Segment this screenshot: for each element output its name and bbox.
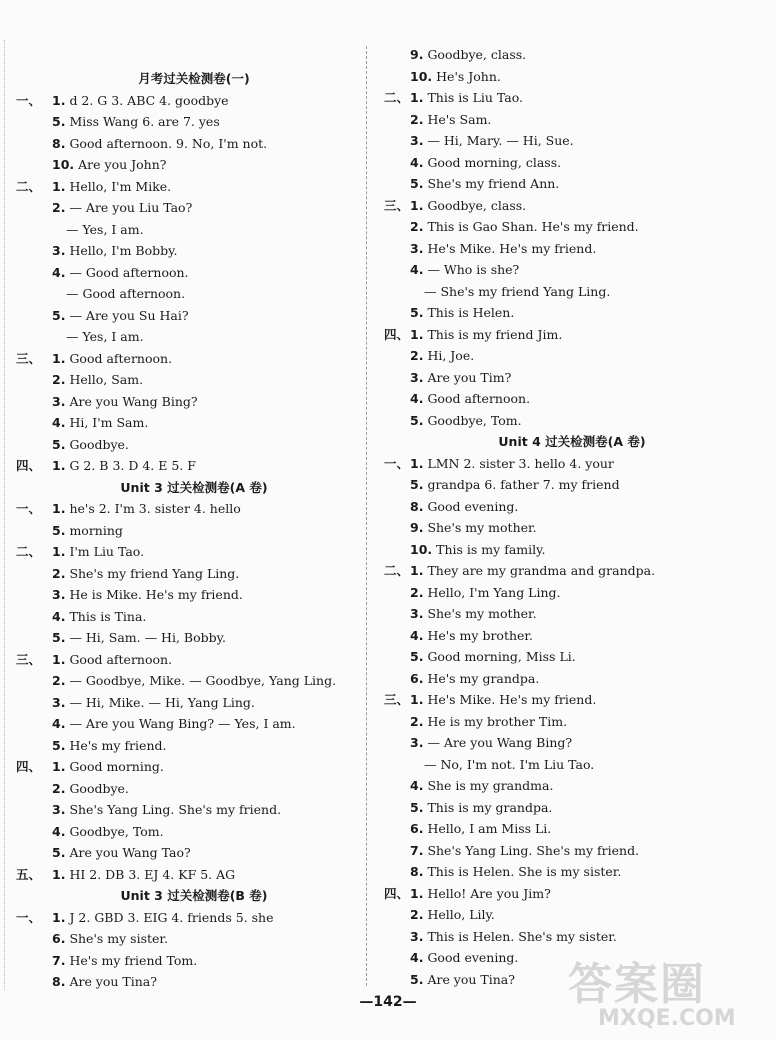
question-number: 3. bbox=[52, 587, 66, 602]
answer-line bbox=[368, 173, 776, 194]
answer-text: This is Tina. bbox=[69, 608, 147, 624]
answer-line bbox=[0, 778, 368, 799]
question-number: 9. bbox=[410, 520, 424, 535]
answer-text: This is my friend Jim. bbox=[427, 326, 563, 342]
answer-text: Hi, Joe. bbox=[427, 348, 475, 363]
part-marker: 四、 bbox=[384, 885, 410, 901]
question-number: 5. bbox=[410, 412, 424, 428]
answer-line bbox=[0, 305, 368, 326]
answer-line bbox=[368, 66, 776, 87]
question-number: 9. bbox=[410, 47, 424, 62]
question-number: 3. bbox=[410, 240, 424, 256]
section-title bbox=[0, 477, 368, 498]
question-number: 5. bbox=[52, 845, 66, 860]
question-number: 2. bbox=[410, 111, 424, 127]
answer-text: This is Liu Tao. bbox=[427, 90, 524, 105]
answer-line bbox=[0, 498, 368, 519]
question-number: 3. bbox=[410, 133, 424, 148]
answer-line bbox=[368, 668, 776, 689]
answer-text: Good afternoon. 9. No, I'm not. bbox=[69, 135, 268, 151]
answer-line bbox=[0, 154, 368, 175]
question-number: 8. bbox=[52, 135, 66, 151]
question-number: 2. bbox=[410, 348, 424, 363]
question-number: 1. bbox=[410, 90, 424, 105]
question-number: 5. bbox=[52, 436, 66, 452]
answer-text: — Hi, Sam. — Hi, Bobby. bbox=[69, 630, 226, 645]
answer-text: This is Helen. She is my sister. bbox=[427, 864, 622, 879]
section-title-text: Unit 4 过关检测卷(A 卷) bbox=[498, 434, 646, 449]
answer-text: Good afternoon. bbox=[69, 651, 173, 667]
answer-text: This is my family. bbox=[436, 541, 546, 557]
question-number: 3. bbox=[52, 243, 66, 258]
answer-line bbox=[0, 391, 368, 412]
answer-line bbox=[0, 950, 368, 971]
answer-line bbox=[368, 775, 776, 796]
answer-text: This is my grandpa. bbox=[427, 799, 553, 815]
answer-text: Miss Wang 6. are 7. yes bbox=[69, 114, 220, 129]
answer-line bbox=[0, 90, 368, 111]
part-marker: 一、 bbox=[384, 455, 410, 471]
question-number: 5. bbox=[410, 477, 424, 492]
answer-line bbox=[0, 606, 368, 627]
question-number: 1. bbox=[410, 326, 424, 342]
question-number: 5. bbox=[410, 971, 424, 987]
answer-line bbox=[368, 87, 776, 108]
question-number: 7. bbox=[52, 952, 66, 968]
answer-text: Goodbye, Tom. bbox=[69, 823, 164, 839]
question-number: 3. bbox=[52, 694, 66, 710]
question-number: 1. bbox=[52, 178, 66, 194]
part-marker: 一、 bbox=[16, 92, 42, 108]
part-marker: 四、 bbox=[16, 458, 42, 473]
answer-line bbox=[0, 627, 368, 648]
answer-text: Hello, I'm Mike. bbox=[69, 178, 172, 194]
answer-line bbox=[368, 44, 776, 65]
answer-text: — Good afternoon. bbox=[66, 286, 186, 301]
answer-line bbox=[368, 539, 776, 560]
answer-line bbox=[0, 455, 368, 476]
question-number: 7. bbox=[410, 842, 424, 858]
question-number: 6. bbox=[410, 821, 424, 836]
answer-line bbox=[0, 928, 368, 949]
question-number: 5. bbox=[52, 307, 66, 323]
answer-text: — Yes, I am. bbox=[66, 329, 144, 344]
question-number: 1. bbox=[52, 909, 66, 925]
answer-line bbox=[368, 324, 776, 345]
answer-text: She's my mother. bbox=[427, 520, 537, 535]
question-number: 2. bbox=[410, 219, 424, 234]
answer-line bbox=[0, 369, 368, 390]
answer-text: Are you Wang Tao? bbox=[69, 845, 191, 860]
answer-text: She's my friend Yang Ling. bbox=[69, 565, 240, 581]
answer-line bbox=[368, 517, 776, 538]
answer-line bbox=[0, 176, 368, 197]
part-marker: 五、 bbox=[16, 866, 42, 882]
question-number: 3. bbox=[52, 393, 66, 409]
answer-text: grandpa 6. father 7. my friend bbox=[427, 477, 620, 492]
question-number: 4. bbox=[410, 950, 424, 965]
answer-line bbox=[0, 713, 368, 734]
answer-text: He's my friend Tom. bbox=[69, 952, 198, 968]
answer-line bbox=[368, 582, 776, 603]
answer-line bbox=[368, 603, 776, 624]
part-marker: 三、 bbox=[384, 197, 410, 213]
column-divider bbox=[366, 46, 367, 986]
part-marker: 二、 bbox=[16, 544, 42, 559]
answer-line bbox=[368, 797, 776, 818]
answer-text: She's my mother. bbox=[427, 606, 537, 621]
question-number: 2. bbox=[52, 200, 66, 215]
answer-text: — No, I'm not. I'm Liu Tao. bbox=[424, 756, 595, 772]
answer-line bbox=[368, 453, 776, 474]
question-number: 10. bbox=[410, 68, 433, 84]
answer-text: She's my sister. bbox=[69, 931, 168, 946]
question-number: 1. bbox=[410, 197, 424, 213]
question-number: 5. bbox=[410, 649, 424, 664]
question-number: 10. bbox=[410, 541, 433, 557]
question-number: 2. bbox=[52, 372, 66, 387]
answer-text: I'm Liu Tao. bbox=[69, 544, 145, 559]
answer-line bbox=[368, 711, 776, 732]
answer-text: Hello, Lily. bbox=[427, 907, 495, 922]
section-title-text: Unit 3 过关检测卷(B 卷) bbox=[120, 888, 268, 903]
answer-text: HI 2. DB 3. EJ 4. KF 5. AG bbox=[69, 866, 236, 882]
question-number: 4. bbox=[52, 415, 66, 430]
answer-text: Hello, I'm Yang Ling. bbox=[427, 584, 561, 600]
question-number: 2. bbox=[410, 584, 424, 600]
answer-text: — Who is she? bbox=[427, 262, 520, 277]
answer-text: This is Gao Shan. He's my friend. bbox=[427, 219, 639, 234]
question-number: 2. bbox=[410, 713, 424, 729]
answer-text: He's my brother. bbox=[427, 627, 533, 643]
question-number: 1. bbox=[52, 866, 66, 882]
page-number: —142— bbox=[359, 994, 417, 1010]
question-number: 3. bbox=[52, 802, 66, 817]
section-title bbox=[0, 885, 368, 906]
answer-text: They are my grandma and grandpa. bbox=[427, 563, 656, 578]
answer-line bbox=[368, 754, 776, 775]
question-number: 5. bbox=[410, 176, 424, 191]
answer-text: Good afternoon. bbox=[69, 350, 173, 366]
answer-line bbox=[368, 195, 776, 216]
answer-text: Good evening. bbox=[427, 950, 519, 965]
answer-text: Hello, I'm Bobby. bbox=[69, 243, 178, 258]
watermark-site: MXQE.COM bbox=[598, 1006, 736, 1031]
answer-line bbox=[0, 434, 368, 455]
question-number: 5. bbox=[52, 630, 66, 645]
question-number: 5. bbox=[52, 522, 66, 538]
part-marker: 三、 bbox=[16, 350, 42, 366]
answer-text: Are you Tina? bbox=[427, 971, 515, 987]
answer-line bbox=[368, 474, 776, 495]
question-number: 3. bbox=[410, 928, 424, 944]
question-number: 4. bbox=[52, 608, 66, 624]
question-number: 1. bbox=[52, 92, 66, 108]
answer-text: — Are you Wang Bing? bbox=[427, 735, 573, 750]
answer-text: Good evening. bbox=[427, 498, 519, 514]
section-title bbox=[0, 68, 368, 89]
question-number: 2. bbox=[52, 565, 66, 581]
part-marker: 二、 bbox=[16, 178, 42, 194]
answer-text: He is Mike. He's my friend. bbox=[69, 587, 243, 602]
answer-line bbox=[0, 584, 368, 605]
answer-text: She's my friend Ann. bbox=[427, 176, 560, 191]
question-number: 1. bbox=[52, 651, 66, 667]
answer-text: Good morning, class. bbox=[427, 154, 562, 170]
answer-text: Good afternoon. bbox=[427, 391, 531, 406]
question-number: 1. bbox=[410, 455, 424, 471]
question-number: 1. bbox=[410, 885, 424, 901]
answer-line bbox=[368, 883, 776, 904]
question-number: 3. bbox=[410, 735, 424, 750]
answer-line bbox=[368, 904, 776, 925]
question-number: 8. bbox=[52, 974, 66, 989]
answer-text: Goodbye. bbox=[69, 780, 129, 796]
answer-text: This is Helen. She's my sister. bbox=[427, 928, 617, 944]
answer-line bbox=[0, 219, 368, 240]
answer-text: Hello, I am Miss Li. bbox=[427, 821, 552, 836]
answer-text: — She's my friend Yang Ling. bbox=[424, 283, 611, 299]
answer-text: J 2. GBD 3. EIG 4. friends 5. she bbox=[69, 909, 274, 925]
answer-text: — Hi, Mike. — Hi, Yang Ling. bbox=[69, 694, 255, 710]
part-marker: 一、 bbox=[16, 501, 42, 516]
question-number: 1. bbox=[410, 563, 424, 578]
answer-line bbox=[368, 560, 776, 581]
answer-line bbox=[0, 971, 368, 992]
answer-line bbox=[368, 345, 776, 366]
answer-line bbox=[0, 412, 368, 433]
part-marker: 四、 bbox=[16, 759, 42, 774]
answer-text: Good morning. bbox=[69, 759, 164, 774]
part-marker: 二、 bbox=[384, 90, 410, 105]
answer-line bbox=[368, 625, 776, 646]
question-number: 5. bbox=[52, 737, 66, 753]
answer-text: LMN 2. sister 3. hello 4. your bbox=[427, 455, 614, 471]
answer-text: — Good afternoon. bbox=[69, 264, 189, 280]
answer-text: Hi, I'm Sam. bbox=[69, 415, 149, 430]
answer-text: Goodbye. bbox=[69, 436, 129, 452]
answer-text: — Are you Wang Bing? — Yes, I am. bbox=[69, 716, 296, 731]
answer-text: — Are you Su Hai? bbox=[69, 307, 189, 323]
answer-text: Hello! Are you Jim? bbox=[427, 885, 551, 901]
answer-line bbox=[368, 302, 776, 323]
question-number: 4. bbox=[410, 154, 424, 170]
question-number: 5. bbox=[410, 799, 424, 815]
section-title-text: Unit 3 过关检测卷(A 卷) bbox=[120, 479, 268, 495]
answer-text: Are you Wang Bing? bbox=[69, 393, 198, 409]
question-number: 4. bbox=[410, 778, 424, 793]
question-number: 1. bbox=[410, 692, 424, 707]
part-marker: 三、 bbox=[384, 692, 410, 707]
answer-line bbox=[368, 238, 776, 259]
answer-line bbox=[368, 926, 776, 947]
answer-text: This is Helen. bbox=[427, 305, 515, 320]
question-number: 1. bbox=[52, 458, 66, 473]
question-number: 1. bbox=[52, 544, 66, 559]
answer-line bbox=[368, 130, 776, 151]
answer-line bbox=[0, 670, 368, 691]
answer-text: morning bbox=[69, 522, 123, 538]
answer-text: He's my friend. bbox=[69, 737, 167, 753]
answer-line bbox=[0, 756, 368, 777]
question-number: 4. bbox=[52, 264, 66, 280]
answer-line bbox=[368, 109, 776, 130]
answer-line bbox=[0, 111, 368, 132]
question-number: 4. bbox=[52, 823, 66, 839]
answer-line bbox=[368, 259, 776, 280]
question-number: 4. bbox=[410, 262, 424, 277]
section-title bbox=[368, 431, 776, 452]
answer-line bbox=[0, 240, 368, 261]
answer-line bbox=[368, 646, 776, 667]
answer-line bbox=[0, 821, 368, 842]
answer-text: She's Yang Ling. She's my friend. bbox=[427, 842, 640, 858]
answer-line bbox=[0, 133, 368, 154]
question-number: 4. bbox=[410, 627, 424, 643]
answer-text: — Hi, Mary. — Hi, Sue. bbox=[427, 133, 574, 148]
answer-text: G 2. B 3. D 4. E 5. F bbox=[69, 458, 196, 473]
answer-text: He is my brother Tim. bbox=[427, 713, 568, 729]
answer-line bbox=[0, 520, 368, 541]
answer-text: he's 2. I'm 3. sister 4. hello bbox=[69, 501, 241, 516]
question-number: 5. bbox=[410, 305, 424, 320]
answer-text: He's Mike. He's my friend. bbox=[427, 692, 597, 707]
answer-line bbox=[368, 496, 776, 517]
answer-text: Hello, Sam. bbox=[69, 372, 144, 387]
answer-line bbox=[0, 326, 368, 347]
answer-text: Goodbye, class. bbox=[427, 197, 527, 213]
question-number: 10. bbox=[52, 157, 75, 172]
answer-line bbox=[368, 388, 776, 409]
question-number: 1. bbox=[52, 501, 66, 516]
watermark-main: 答案圈 bbox=[568, 959, 706, 1010]
answer-text: He's Mike. He's my friend. bbox=[427, 240, 597, 256]
question-number: 8. bbox=[410, 498, 424, 514]
answer-line bbox=[0, 649, 368, 670]
answer-line bbox=[368, 367, 776, 388]
answer-line bbox=[0, 197, 368, 218]
part-marker: 四、 bbox=[384, 326, 410, 342]
answer-text: Goodbye, class. bbox=[427, 47, 527, 62]
answer-line bbox=[0, 842, 368, 863]
answer-text: Are you Tim? bbox=[427, 369, 512, 385]
question-number: 2. bbox=[52, 780, 66, 796]
question-number: 3. bbox=[410, 606, 424, 621]
question-number: 3. bbox=[410, 369, 424, 385]
answer-line bbox=[368, 689, 776, 710]
answer-line bbox=[0, 283, 368, 304]
answer-text: — Yes, I am. bbox=[66, 221, 144, 237]
answer-line bbox=[0, 563, 368, 584]
answer-text: — Goodbye, Mike. — Goodbye, Yang Ling. bbox=[69, 673, 337, 688]
answer-text: He's my grandpa. bbox=[427, 670, 540, 686]
question-number: 4. bbox=[52, 716, 66, 731]
answer-text: Good morning, Miss Li. bbox=[427, 649, 576, 664]
answer-line bbox=[368, 152, 776, 173]
answer-line bbox=[0, 262, 368, 283]
question-number: 2. bbox=[52, 673, 66, 688]
answer-line bbox=[368, 818, 776, 839]
answer-line bbox=[0, 864, 368, 885]
watermark-logo bbox=[562, 948, 772, 1038]
part-marker: 三、 bbox=[16, 651, 42, 667]
answer-text: Goodbye, Tom. bbox=[427, 412, 522, 428]
answer-line bbox=[0, 348, 368, 369]
answer-line bbox=[368, 410, 776, 431]
answer-text: He's Sam. bbox=[427, 111, 492, 127]
answer-line bbox=[0, 541, 368, 562]
question-number: 4. bbox=[410, 391, 424, 406]
answer-line bbox=[368, 732, 776, 753]
question-number: 1. bbox=[52, 350, 66, 366]
answer-line bbox=[368, 216, 776, 237]
part-marker: 一、 bbox=[16, 909, 42, 925]
question-number: 6. bbox=[52, 931, 66, 946]
answer-line bbox=[0, 735, 368, 756]
question-number: 5. bbox=[52, 114, 66, 129]
answer-line bbox=[0, 907, 368, 928]
answer-line bbox=[368, 281, 776, 302]
part-marker: 二、 bbox=[384, 563, 410, 578]
answer-line bbox=[368, 840, 776, 861]
answer-text: Are you John? bbox=[78, 157, 167, 172]
answer-text: d 2. G 3. ABC 4. goodbye bbox=[69, 92, 229, 108]
answer-line bbox=[0, 799, 368, 820]
answer-text: She is my grandma. bbox=[427, 778, 554, 793]
question-number: 8. bbox=[410, 864, 424, 879]
answer-line bbox=[368, 861, 776, 882]
section-title-text: 月考过关检测卷(一) bbox=[138, 71, 250, 86]
answer-text: — Are you Liu Tao? bbox=[69, 200, 193, 215]
answer-text: Are you Tina? bbox=[69, 974, 157, 989]
answer-text: She's Yang Ling. She's my friend. bbox=[69, 802, 282, 817]
answer-text: He's John. bbox=[436, 68, 501, 84]
answer-line bbox=[0, 692, 368, 713]
question-number: 6. bbox=[410, 670, 424, 686]
question-number: 1. bbox=[52, 759, 66, 774]
question-number: 2. bbox=[410, 907, 424, 922]
